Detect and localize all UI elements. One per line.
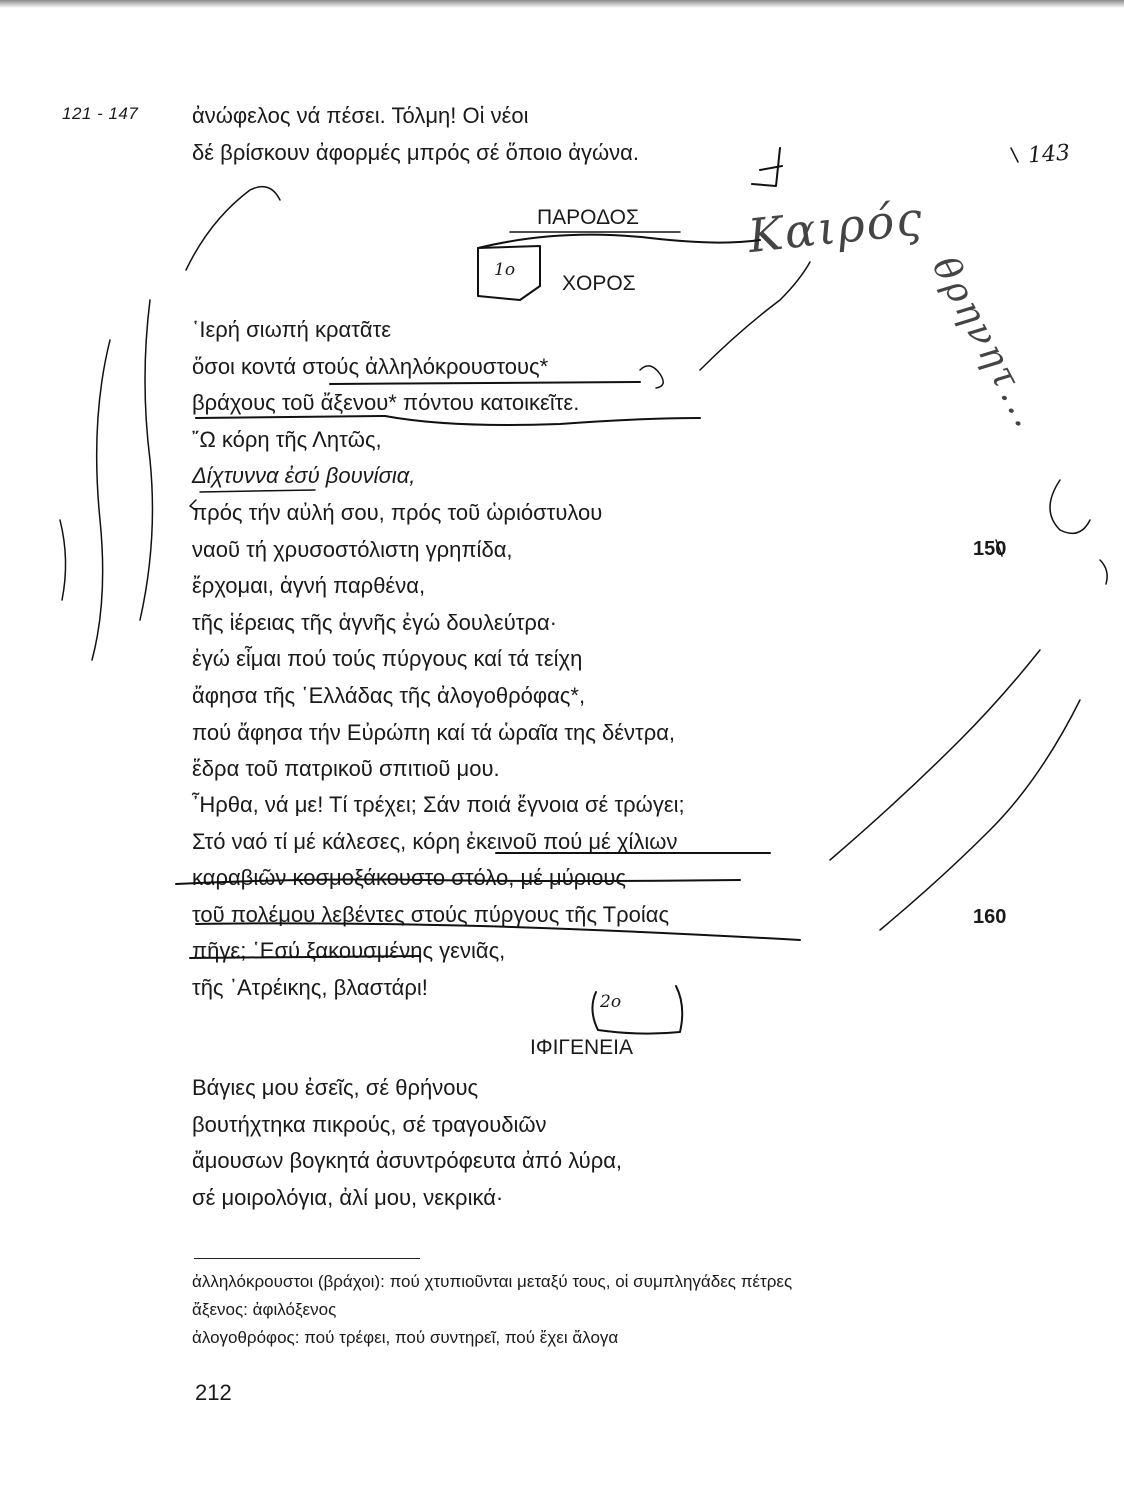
- verse-line: πῆγε; ῾Εσύ ξακουσμένης γενιᾶς,: [192, 938, 506, 964]
- verse-line: ῎Ω κόρη τῆς Λητῶς,: [192, 426, 382, 452]
- footnote: ἀλογοθρόφος: πού τρέφει, πού συντηρεῖ, πού ἔχει ἄλογα: [192, 1328, 619, 1347]
- verse-line: ἐγώ εἶμαι πού τούς πύργους καί τά τείχη: [192, 646, 583, 672]
- speaker-iphigenia: ΙΦΙΓΕΝΕΙΑ: [530, 1036, 634, 1059]
- verse-line: ἄμουσων βογκητά ἀσυντρόφευτα ἀπό λύρα,: [192, 1148, 623, 1174]
- box-1-mark: [478, 246, 540, 300]
- verse-line: πού ἄφησα τήν Εὐρώπη καί τά ὡραῖα της δέντρα,: [192, 719, 676, 745]
- verse-line: Στό ναό τί μέ κάλεσες, κόρη ἐκεινοῦ πού μέ χίλιων: [192, 828, 678, 854]
- margin-note-right: [830, 650, 1040, 860]
- verse-line: ῏Ηρθα, νά με! Τί τρέχει; Σάν ποιά ἔγνοια σέ τρώγει;: [192, 792, 685, 817]
- verse-line: τοῦ πολέμου λεβέντες στούς πύργους τῆς Τροίας: [192, 901, 670, 927]
- verse-line: ναοῦ τή χρυσοστόλιστη γρηπίδα,: [192, 536, 513, 562]
- verse-line: ἕδρα τοῦ πατρικοῦ σπιτιοῦ μου.: [192, 756, 500, 782]
- check-mark: [752, 148, 782, 186]
- line-range-reference: 121 - 147: [62, 104, 139, 123]
- margin-note-right: [880, 700, 1080, 930]
- verse-line: ἀνώφελος νά πέσει. Τόλμη! Οἱ νέοι: [192, 103, 529, 128]
- handwritten-note-kairos: Καιρός: [745, 190, 927, 264]
- verse-line: καραβιῶν κοσμοξάκουστο στόλο, μέ μύριους: [192, 865, 627, 891]
- handwritten-note-margin-right: θρηνητ...: [923, 250, 1049, 437]
- underline: [330, 382, 640, 384]
- footnote: ἀλληλόκρουστοι (βράχοι): πού χτυπιοῦνται μεταξύ τους, οἱ συμπληγάδες πέτρες: [192, 1272, 793, 1291]
- speaker-chorus: ΧΟΡΟΣ: [562, 272, 636, 295]
- margin-note-left: [140, 300, 152, 620]
- underline: [196, 923, 800, 940]
- verse-line: τῆς ἱέρειας τῆς ἁγνῆς ἐγώ δουλεύτρα·: [192, 609, 557, 635]
- verse-line: Βάγιες μου ἐσεῖς, σέ θρήνους: [192, 1075, 479, 1100]
- line-number-150: 150: [973, 538, 1007, 560]
- footnote: ἄξενος: ἀφιλόξενος: [192, 1300, 337, 1319]
- margin-note-left: [92, 340, 110, 660]
- handwritten-ref-143: 143: [1027, 140, 1071, 169]
- box-2-mark: [592, 986, 682, 1034]
- handwritten-mark-1: 1ο: [494, 260, 516, 280]
- verse-line: βράχους τοῦ ἄξενου* πόντου κατοικεῖτε.: [192, 390, 580, 416]
- verse-line: Δίχτυννα ἐσύ βουνίσια,: [192, 463, 416, 489]
- margin-note-left: [186, 187, 280, 270]
- verse-line: βουτήχτηκα πικρούς, σέ τραγουδιῶν: [192, 1111, 547, 1137]
- handwritten-mark-2: 2ο: [600, 992, 622, 1012]
- verse-line: ἔρχομαι, ἁγνή παρθένα,: [192, 573, 426, 599]
- verse-line: πρός τήν αὐλή σου, πρός τοῦ ὡριόστυλου: [192, 499, 603, 525]
- section-heading-parodos: ΠΑΡΟΔΟΣ: [537, 206, 639, 229]
- verse-line: τῆς ᾽Ατρέικης, βλαστάρι!: [192, 974, 428, 1000]
- underline: [176, 880, 740, 885]
- verse-line: ἄφησα τῆς ῾Ελλάδας τῆς ἀλογοθρόφας*,: [192, 682, 586, 708]
- line-number-160: 160: [973, 906, 1007, 928]
- verse-line: ὅσοι κοντά στούς ἀλληλόκρουστους*: [192, 353, 549, 379]
- page-number: 212: [195, 1380, 232, 1405]
- verse-line: ῾Ιερή σιωπή κρατᾶτε: [192, 317, 392, 342]
- underline: [200, 490, 315, 492]
- verse-line: δέ βρίσκουν ἀφορμές μπρός σέ ὅποιο ἀγώνα.: [192, 139, 639, 165]
- underline: [196, 416, 700, 425]
- margin-note-right: [700, 262, 810, 370]
- underline: [190, 956, 420, 958]
- verse-line: σέ μοιρολόγια, ἀλί μου, νεκρικά·: [192, 1184, 504, 1210]
